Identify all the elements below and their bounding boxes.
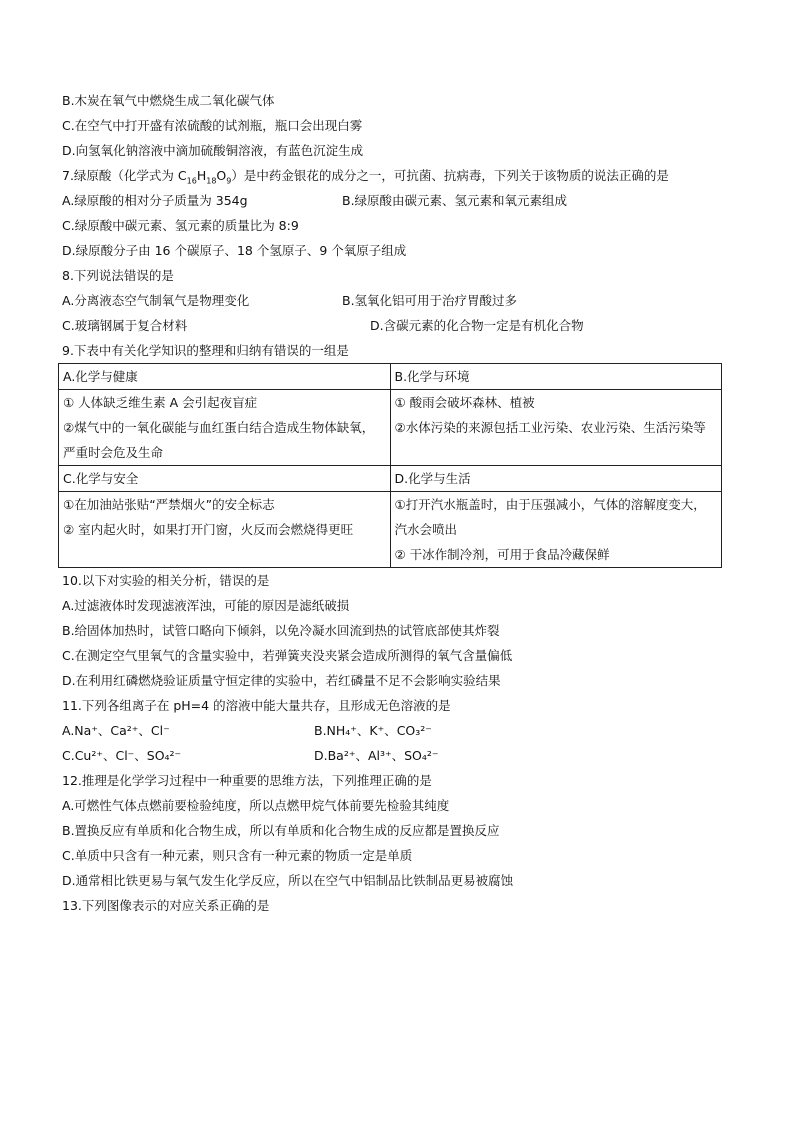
question-12: 12.推理是化学学习过程中一种重要的思维方法，下列推理正确的是 [62, 773, 432, 788]
q7-option-d: D.绿原酸分子由 16 个碳原子、18 个氢原子、9 个氧原子组成 [62, 243, 407, 258]
q12-option-b: B.置换反应有单质和化合物生成，所以有单质和化合物生成的反应都是置换反应 [62, 823, 500, 838]
q8-row-cd [62, 313, 732, 338]
item: ①打开汽水瓶盖时，由于压强减小，气体的溶解度变大，汽水会喷出 [394, 497, 706, 537]
q12-option-d: D.通常相比铁更易与氧气发生化学反应，所以在空气中铝制品比铁制品更易被腐蚀 [62, 873, 514, 888]
q8-option-d: D.含碳元素的化合物一定是有机化合物 [370, 318, 584, 333]
content [62, 88, 732, 918]
q8-option-c: C.玻璃钢属于复合材料 [62, 318, 188, 333]
cell-b-body [390, 390, 722, 466]
option-6c: C.在空气中打开盛有浓硫酸的试剂瓶，瓶口会出现白雾 [62, 118, 363, 133]
q8-row-ab [62, 288, 732, 313]
q7-option-c: C.绿原酸中碳元素、氢元素的质量比为 8:9 [62, 218, 299, 233]
q7-option-b: B.绿原酸由碳元素、氢元素和氧元素组成 [342, 193, 568, 208]
q11-option-c: C.Cu²⁺、Cl⁻、SO₄²⁻ [62, 748, 182, 763]
q10-option-d: D.在利用红磷燃烧验证质量守恒定律的实验中，若红磷量不足不会影响实验结果 [62, 673, 501, 688]
item: ①在加油站张贴“严禁烟火”的安全标志 [63, 497, 275, 512]
q12-option-a: A.可燃性气体点燃前要检验纯度，所以点燃甲烷气体前要先检验其纯度 [62, 798, 450, 813]
q12-option-c: C.单质中只含有一种元素，则只含有一种元素的物质一定是单质 [62, 848, 413, 863]
option-6b: B.木炭在氧气中燃烧生成二氧化碳气体 [62, 93, 275, 108]
question-11: 11.下列各组离子在 pH=4 的溶液中能大量共存，且形成无色溶液的是 [62, 698, 451, 713]
q10-option-a: A.过滤液体时发现滤液浑浊，可能的原因是滤纸破损 [62, 598, 350, 613]
q10-option-b: B.给固体加热时，试管口略向下倾斜，以免冷凝水回流到热的试管底部使其炸裂 [62, 623, 500, 638]
cell-b-head: B.化学与环境 [390, 364, 722, 390]
item: ② 干冰作制冷剂，可用于食品冷藏保鲜 [394, 547, 610, 562]
q7-text: ）是中药金银花的成分之一，可抗菌、抗病毒，下列关于该物质的说法正确的是 [231, 168, 669, 183]
cell-d-head: D.化学与生活 [390, 466, 722, 492]
q11-option-b: B.NH₄⁺、K⁺、CO₃²⁻ [314, 723, 432, 738]
sub: 16 [186, 176, 197, 186]
cell-a-head: A.化学与健康 [59, 364, 391, 390]
q7-text: 7.绿原酸（化学式为 C [62, 168, 187, 183]
question-9: 9.下表中有关化学知识的整理和归纳有错误的一组是 [62, 343, 349, 358]
question-7 [62, 163, 732, 188]
sub: 9 [226, 176, 232, 186]
question-8: 8.下列说法错误的是 [62, 268, 174, 283]
q11-row-cd [62, 743, 732, 768]
q7-text: O [216, 168, 227, 183]
q8-option-a: A.分离液态空气制氧气是物理变化 [62, 293, 250, 308]
item: ②水体污染的来源包括工业污染、农业污染、生活污染等 [394, 420, 706, 435]
option-6d: D.向氢氧化钠溶液中滴加硫酸铜溶液，有蓝色沉淀生成 [62, 143, 364, 158]
item: ②煤气中的一氧化碳能与血红蛋白结合造成生物体缺氧，严重时会危及生命 [63, 420, 375, 460]
q7-text: H [196, 168, 207, 183]
item: ① 人体缺乏维生素 A 会引起夜盲症 [63, 395, 258, 410]
q11-option-d: D.Ba²⁺、Al³⁺、SO₄²⁻ [314, 748, 439, 763]
cell-a-body [59, 390, 391, 466]
q7-row-ab [62, 188, 732, 213]
q9-table [58, 363, 722, 568]
item: ① 酸雨会破坏森林、植被 [394, 395, 535, 410]
item: ② 室内起火时，如果打开门窗，火反而会燃烧得更旺 [63, 522, 354, 537]
q11-row-ab [62, 718, 732, 743]
sub: 18 [206, 176, 217, 186]
cell-c-head: C.化学与安全 [59, 466, 391, 492]
q10-option-c: C.在测定空气里氧气的含量实验中，若弹簧夹没夹紧会造成所测得的氧气含量偏低 [62, 648, 513, 663]
question-13: 13.下列图像表示的对应关系正确的是 [62, 898, 270, 913]
cell-d-body [390, 492, 722, 568]
q7-option-a: A.绿原酸的相对分子质量为 354g [62, 193, 248, 208]
question-10: 10.以下对实验的相关分析，错误的是 [62, 573, 270, 588]
cell-c-body [59, 492, 391, 568]
q8-option-b: B.氢氧化铝可用于治疗胃酸过多 [342, 293, 518, 308]
q11-option-a: A.Na⁺、Ca²⁺、Cl⁻ [62, 723, 170, 738]
